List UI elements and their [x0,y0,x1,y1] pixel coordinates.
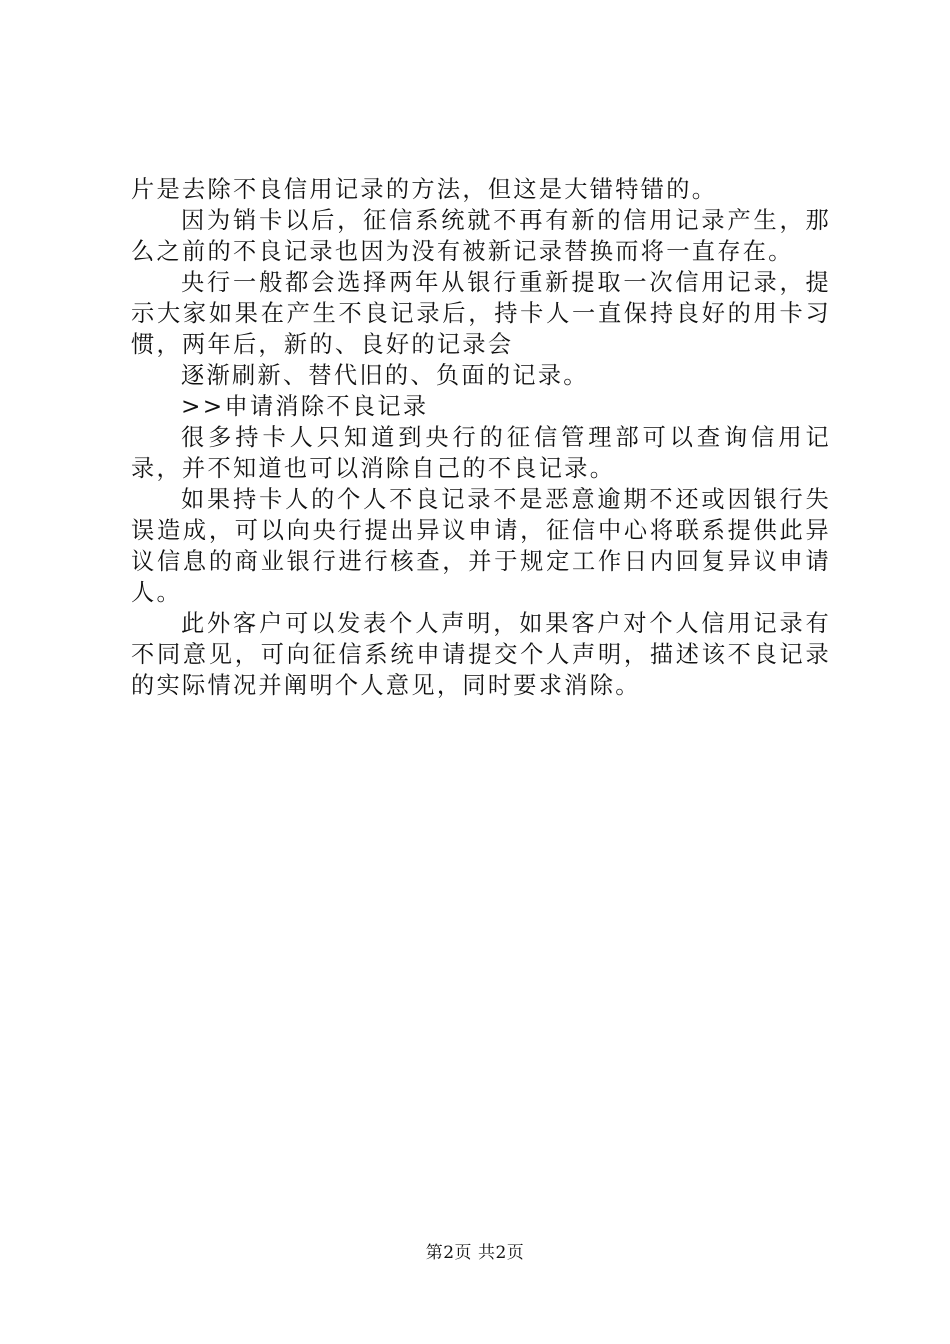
document-body [131,174,831,701]
page-number-footer: 第2页 共2页 [425,1243,525,1263]
section-heading-apply-removal: >>申请消除不良记录 [181,393,429,420]
paragraph-central-bank-refresh: 央行一般都会选择两年从银行重新提取一次信用记录，提示大家如果在产生不良记录后，持卡人一直保持良好的用卡习惯，两年后，新的、良好的记录会 [131,269,831,358]
paragraph-many-cardholders: 很多持卡人只知道到央行的征信管理部可以查询信用记录，并不知道也可以消除自己的不良记录。 [131,424,831,482]
paragraph-continuation: 片是去除不良信用记录的方法，但这是大错特错的。 [131,176,718,203]
paragraph-personal-statement: 此外客户可以发表个人声明，如果客户对个人信用记录有不同意见，可向征信系统申请提交个人声明，描述该不良记录的实际情况并阐明个人意见，同时要求消除。 [131,610,831,699]
paragraph-gradual-replace: 逐渐刷新、替代旧的、负面的记录。 [181,362,589,389]
paragraph-cancel-card: 因为销卡以后，征信系统就不再有新的信用记录产生，那么之前的不良记录也因为没有被新记录替换而将一直存在。 [131,207,831,265]
paragraph-objection-application: 如果持卡人的个人不良记录不是恶意逾期不还或因银行失误造成，可以向央行提出异议申请，征信中心将联系提供此异议信息的商业银行进行核查，并于规定工作日内回复异议申请人。 [131,486,831,606]
